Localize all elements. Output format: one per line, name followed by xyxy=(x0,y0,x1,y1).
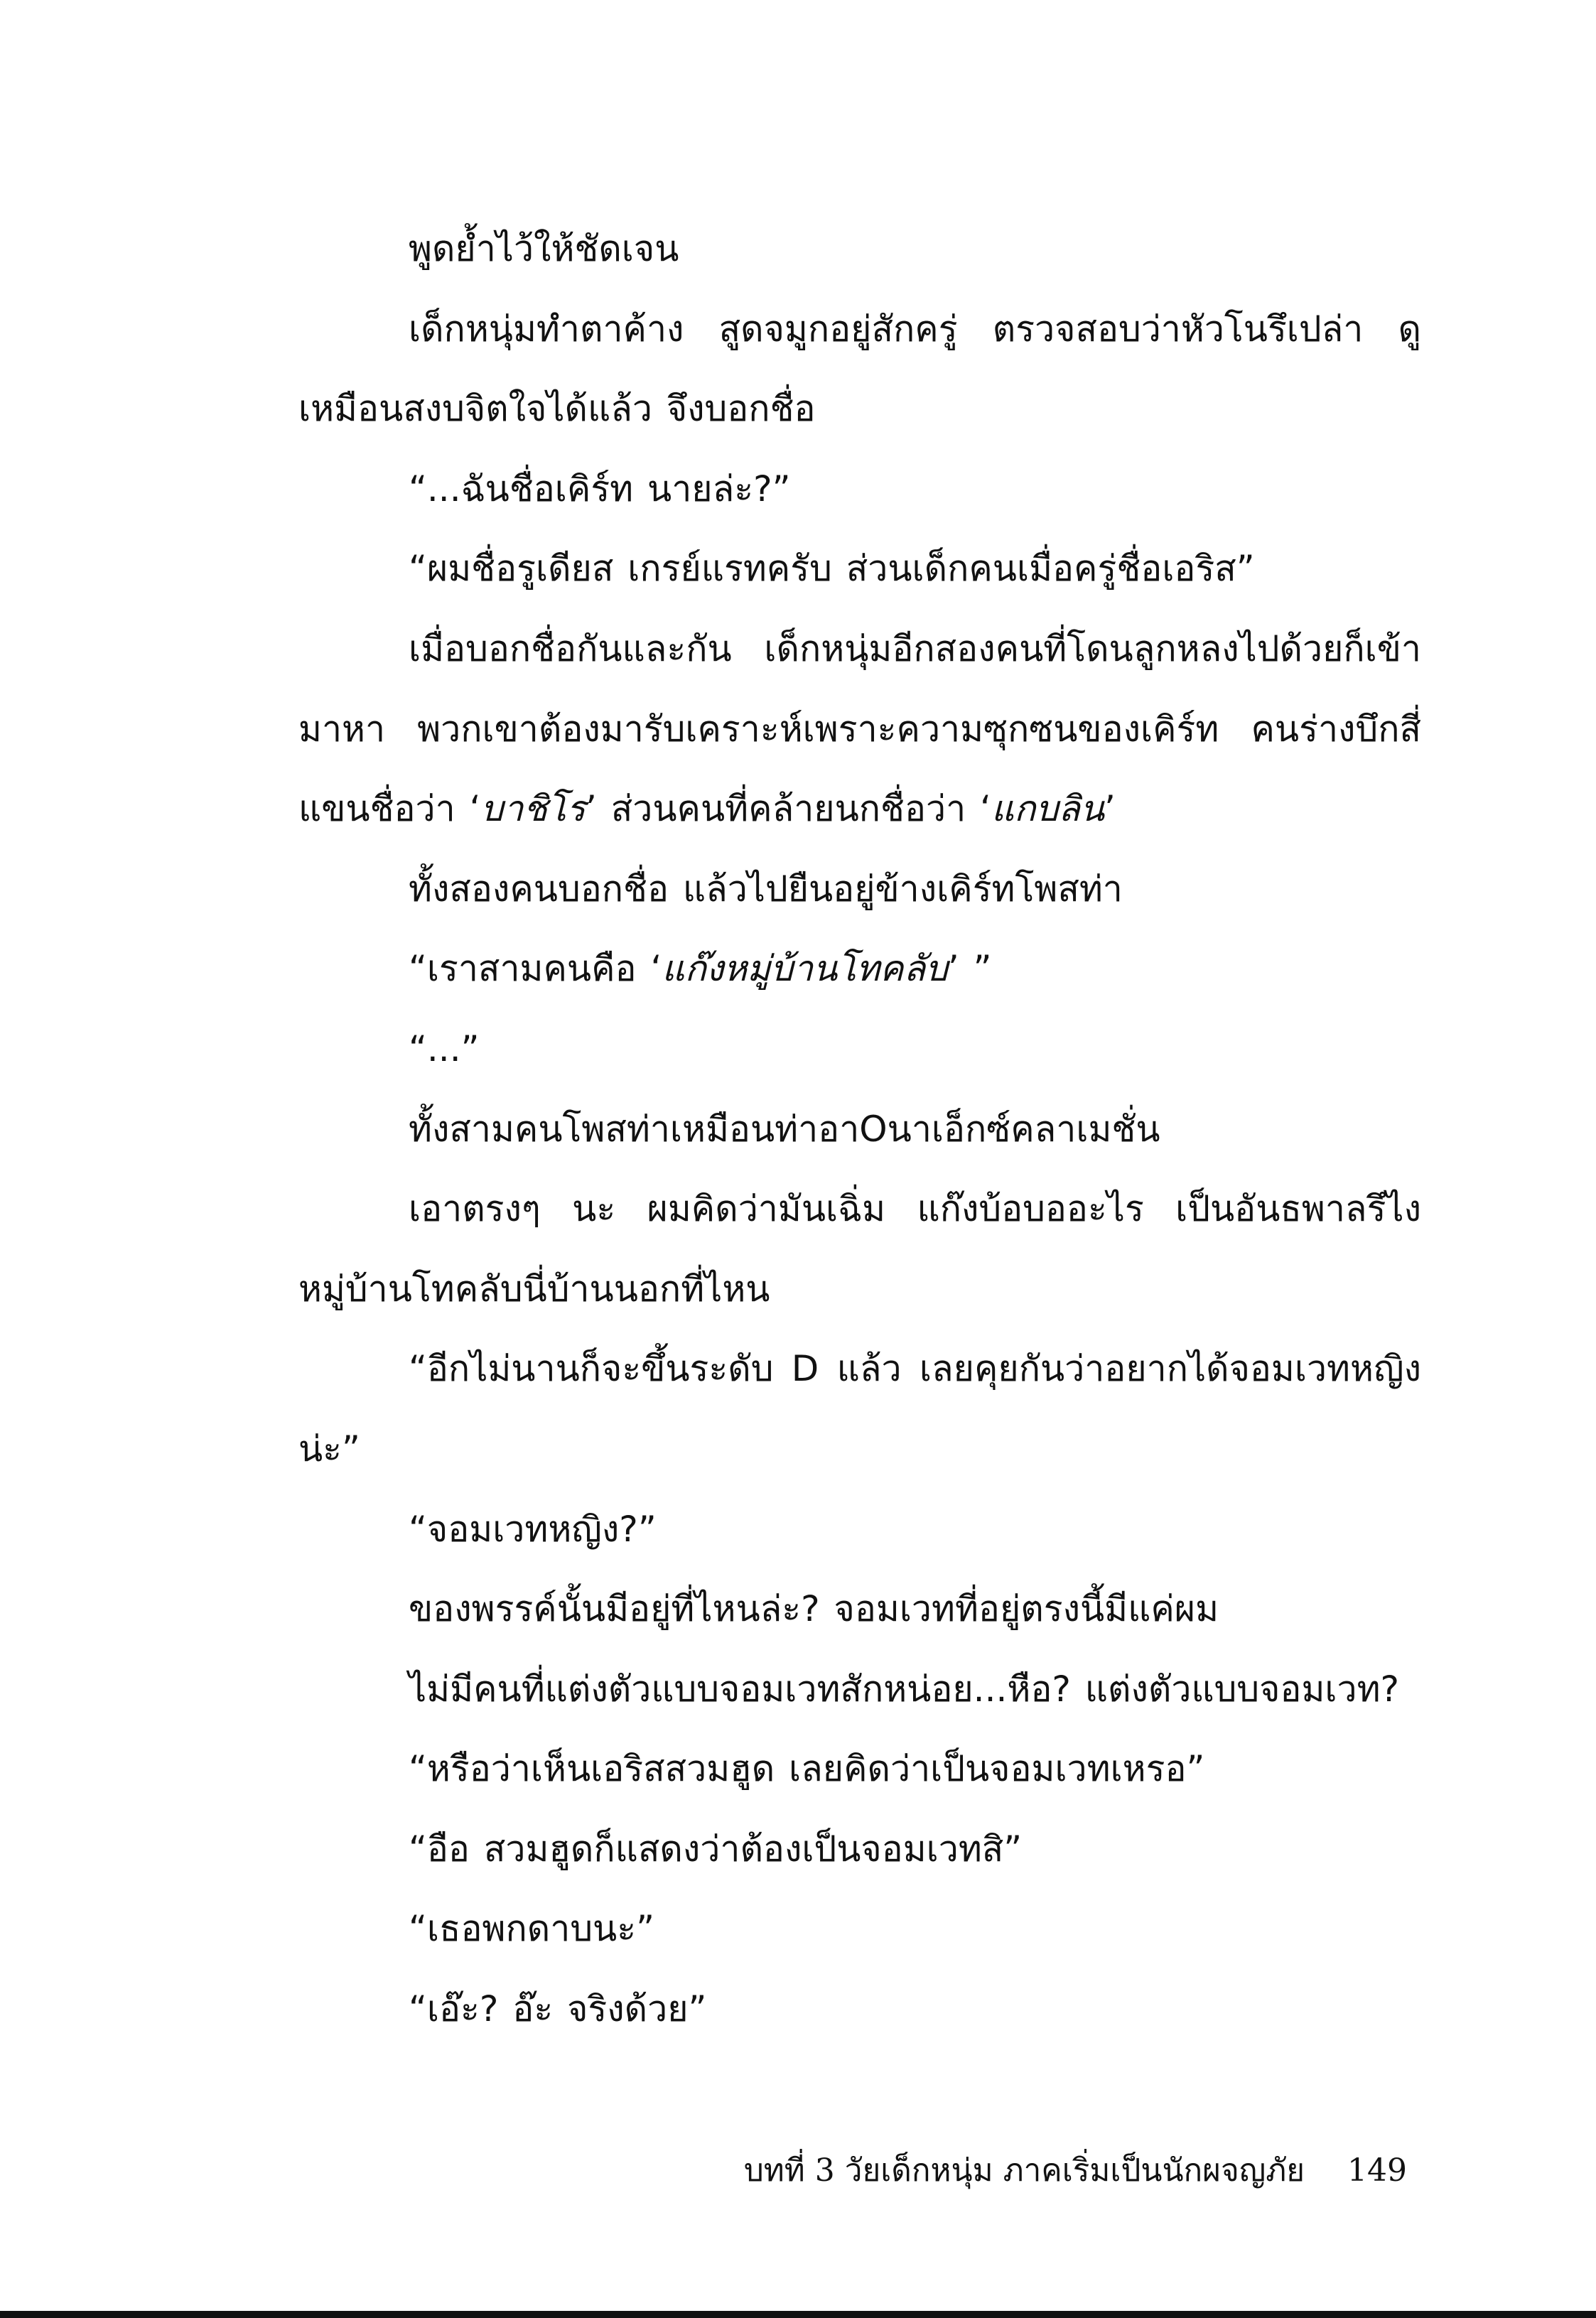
paragraph: เอาตรงๆ นะ ผมคิดว่ามันเฉิ่ม แก๊งบ้อบออะไร เป็นอันธพาลรึไง หมู่บ้านโทคลับนี่บ้านนอกที่ไหน xyxy=(298,1188,1421,1310)
paragraph: “จอมเวทหญิง?” xyxy=(409,1508,657,1550)
gang-name-italic: แก๊งหมู่บ้านโทคลับ xyxy=(662,948,948,990)
paragraph: “อีกไม่นานก็จะขึ้นระดับ D แล้ว เลยคุยกันว่าอยากได้จอมเวทหญิงน่ะ” xyxy=(298,1348,1421,1470)
paragraph: พูดย้ำไว้ให้ชัดเจน xyxy=(409,228,679,269)
paragraph: ทั้งสามคนโพสท่าเหมือนท่าอาOนาเอ็กซ์คลาเมชั่น xyxy=(409,1108,1160,1150)
page-number: 149 xyxy=(1347,2152,1407,2189)
name-italic: แกบลิน xyxy=(991,788,1104,830)
paragraph: “เราสามคนคือ ‘แก๊งหมู่บ้านโทคลับ’ ” xyxy=(409,948,992,990)
bottom-border xyxy=(0,2311,1596,2318)
paragraph: ของพรรค์นั้นมีอยู่ที่ไหนล่ะ? จอมเวทที่อยู่ตรงนี้มีแค่ผม xyxy=(409,1588,1219,1630)
paragraph: “...ฉันชื่อเคิร์ท นายล่ะ?” xyxy=(409,468,791,510)
paragraph: “อือ สวมฮูดก็แสดงว่าต้องเป็นจอมเวทสิ” xyxy=(409,1828,1023,1870)
name-italic: บาชิโร xyxy=(480,788,586,830)
paragraph: ไม่มีคนที่แต่งตัวแบบจอมเวทสักหน่อย...หือ? แต่งตัวแบบจอมเวท? xyxy=(409,1668,1400,1710)
paragraph: เมื่อบอกชื่อกันและกัน เด็กหนุ่มอีกสองคนที่โดนลูกหลงไปด้วยก็เข้ามาหา พวกเขาต้องมารับเคราะห์เพราะความซุกซนของเคิร์ท คนร่างบึกสี่แขนชื่อว่า ‘บาชิโร’ ส่วนคนที่คล้ายนกชื่อว่า ‘แกบลิน’ xyxy=(298,627,1421,830)
paragraph: “เธอพกดาบนะ” xyxy=(409,1908,654,1950)
page-footer xyxy=(739,2150,1407,2192)
paragraph: “เอ๊ะ? อ๊ะ จริงด้วย” xyxy=(409,1988,707,2030)
paragraph: “...” xyxy=(409,1028,480,1069)
body-text xyxy=(298,209,1421,2049)
paragraph: ทั้งสองคนบอกชื่อ แล้วไปยืนอยู่ข้างเคิร์ทโพสท่า xyxy=(409,868,1123,910)
paragraph: “หรือว่าเห็นเอริสสวมฮูด เลยคิดว่าเป็นจอมเวทเหรอ” xyxy=(409,1748,1205,1790)
paragraph: เด็กหนุ่มทำตาค้าง สูดจมูกอยู่สักครู่ ตรวจสอบว่าหัวโนรึเปล่า ดูเหมือนสงบจิตใจได้แล้ว จึงบอกชื่อ xyxy=(298,308,1421,430)
paragraph: “ผมชื่อรูเดียส เกรย์แรทครับ ส่วนเด็กคนเมื่อครู่ชื่อเอริส” xyxy=(409,548,1255,590)
chapter-title: บทที่ 3 วัยเด็กหนุ่ม ภาคเริ่มเป็นนักผจญภัย xyxy=(743,2152,1305,2189)
